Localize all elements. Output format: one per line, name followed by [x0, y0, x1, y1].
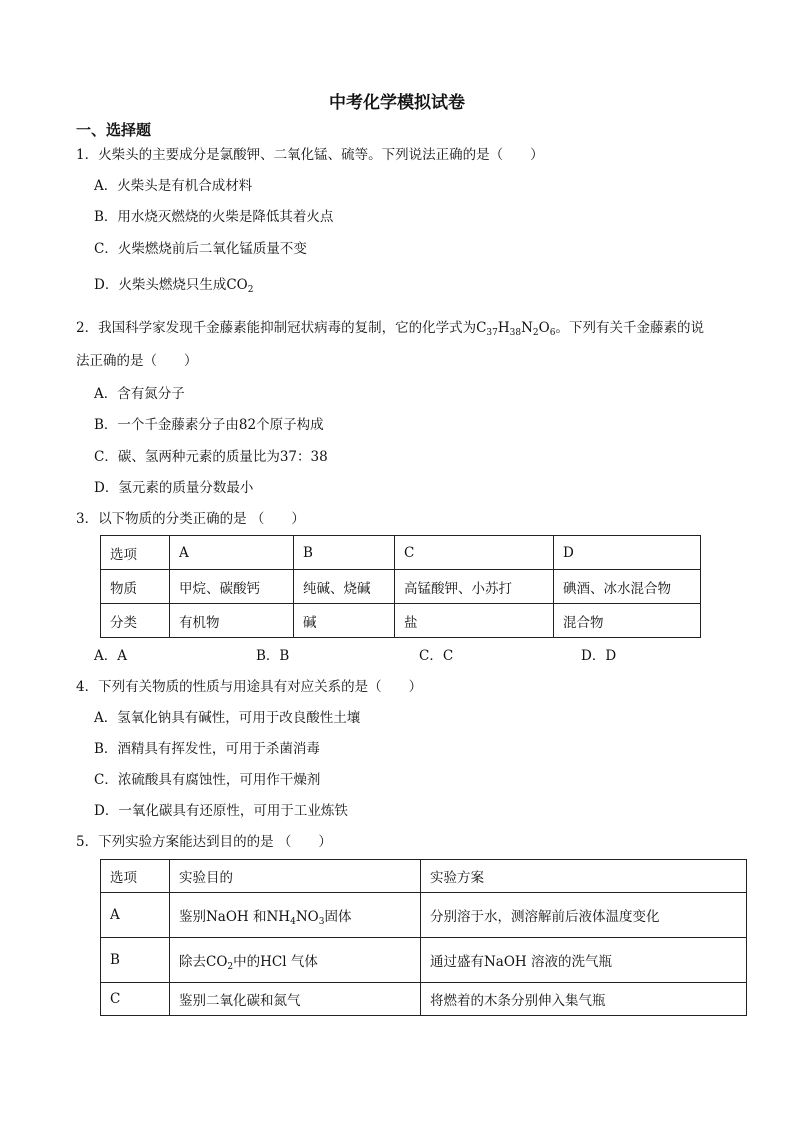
table-cell: 鉴别NaOH 和$NH_4NO_3$固体 — [170, 893, 421, 938]
table-row — [101, 604, 701, 638]
table-cell: 除去$CO_2$中的HCl 气体 — [170, 938, 421, 983]
table-cell: 物质 — [101, 570, 170, 604]
table-cell: B — [101, 938, 170, 983]
q1-option-d: D．火柴头燃烧只生成$CO_2$ — [94, 277, 254, 295]
table-cell: A — [101, 893, 170, 938]
table-cell: A — [170, 536, 294, 570]
q3-choice-b: B．B — [256, 648, 290, 664]
table-cell: 分别溶于水，测溶解前后液体温度变化 — [421, 893, 747, 938]
q1-option-a: A．火柴头是有机合成材料 — [94, 178, 253, 194]
q2-stem: 2．我国科学家发现千金藤素能抑制冠状病毒的复制，它的化学式为$C_{37}H_{38}N_2O_6$。下列有关千金藤素的说 — [76, 320, 704, 338]
q4-option-c: C．浓硫酸具有腐蚀性，可用作干燥剂 — [94, 772, 321, 788]
table-cell: 将燃着的木条分别伸入集气瓶 — [421, 983, 747, 1016]
table-cell: 有机物 — [170, 604, 294, 638]
table-cell: 实验方案 — [421, 860, 747, 893]
page-title: 中考化学模拟试卷 — [329, 93, 465, 113]
q3-choice-c: C．C — [419, 648, 454, 664]
q1-stem: 1．火柴头的主要成分是氯酸钾、二氧化锰、硫等。下列说法正确的是（ ） — [76, 147, 544, 163]
table-cell: 鉴别二氧化碳和氮气 — [170, 983, 421, 1016]
q2-option-d: D．氢元素的质量分数最小 — [94, 480, 254, 496]
table-cell: 盐 — [395, 604, 554, 638]
table-cell: C — [101, 983, 170, 1016]
table-cell: 通过盛有NaOH 溶液的洗气瓶 — [421, 938, 747, 983]
table-row — [101, 570, 701, 604]
q1-option-c: C．火柴燃烧前后二氧化锰质量不变 — [94, 241, 307, 257]
table-cell: D — [554, 536, 701, 570]
q4-option-b: B．酒精具有挥发性，可用于杀菌消毒 — [94, 741, 320, 757]
q4-option-a: A．氢氧化钠具有碱性，可用于改良酸性土壤 — [94, 710, 361, 726]
table-cell: 选项 — [101, 860, 170, 893]
table-cell: B — [294, 536, 395, 570]
table-cell: 高锰酸钾、小苏打 — [395, 570, 554, 604]
table-row — [101, 893, 747, 938]
table-row — [101, 860, 747, 893]
q4-option-d: D．一氧化碳具有还原性，可用于工业炼铁 — [94, 803, 348, 819]
table-row — [101, 983, 747, 1016]
q3-table — [100, 535, 701, 638]
q3-choice-a: A．A — [94, 648, 127, 664]
q4-stem: 4．下列有关物质的性质与用途具有对应关系的是（ ） — [76, 679, 423, 695]
q3-stem: 3．以下物质的分类正确的是 （ ） — [76, 511, 305, 527]
table-cell: 碘酒、冰水混合物 — [554, 570, 701, 604]
table-cell: 甲烷、碳酸钙 — [170, 570, 294, 604]
q2-option-c: C．碳、氢两种元素的质量比为37：38 — [94, 449, 328, 465]
q2-stem-line2: 法正确的是（ ） — [76, 353, 198, 369]
table-cell: C — [395, 536, 554, 570]
table-row — [101, 938, 747, 983]
q5-table — [100, 859, 747, 1016]
q2-option-a: A．含有氮分子 — [94, 386, 185, 402]
q1-option-b: B．用水烧灭燃烧的火柴是降低其着火点 — [94, 209, 334, 225]
table-cell: 纯碱、烧碱 — [294, 570, 395, 604]
section-heading: 一、选择题 — [76, 121, 152, 139]
table-row — [101, 536, 701, 570]
table-cell: 实验目的 — [170, 860, 421, 893]
table-cell: 碱 — [294, 604, 395, 638]
table-cell: 选项 — [101, 536, 170, 570]
table-cell: 混合物 — [554, 604, 701, 638]
q2-option-b: B．一个千金藤素分子由82个原子构成 — [94, 417, 324, 433]
q3-choice-d: D．D — [581, 648, 617, 664]
q5-stem: 5．下列实验方案能达到目的的是 （ ） — [76, 834, 332, 850]
table-cell: 分类 — [101, 604, 170, 638]
